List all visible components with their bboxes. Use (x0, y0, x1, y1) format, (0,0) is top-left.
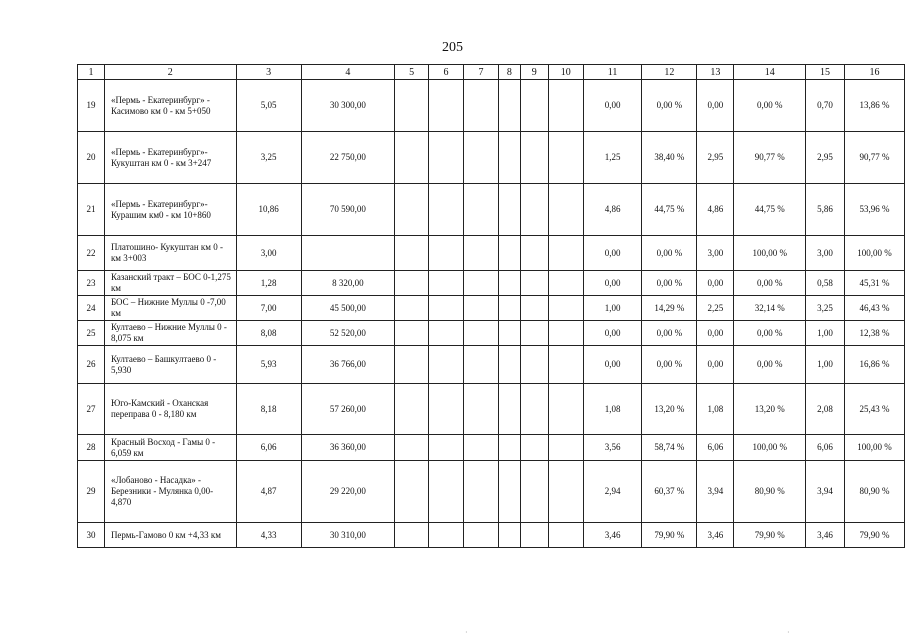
cell-c3: 5,93 (236, 346, 301, 384)
cell-c15: 0,58 (806, 271, 845, 296)
empty-cell (520, 346, 548, 384)
cell-c16: 46,43 % (845, 296, 905, 321)
cell-c12: 58,74 % (642, 435, 697, 461)
empty-cell (498, 271, 520, 296)
empty-cell (429, 236, 464, 271)
empty-cell (498, 184, 520, 236)
cell-c14: 0,00 % (734, 346, 806, 384)
empty-cell (429, 80, 464, 132)
empty-cell (548, 80, 583, 132)
cell-c14: 100,00 % (734, 236, 806, 271)
empty-cell (464, 184, 499, 236)
empty-cell (498, 435, 520, 461)
cell-c16: 100,00 % (845, 435, 905, 461)
empty-cell (429, 296, 464, 321)
row-number: 21 (78, 184, 105, 236)
empty-cell (395, 346, 429, 384)
road-name: Казанский тракт – БОС 0-1,275 км (104, 271, 236, 296)
cell-c3: 4,87 (236, 461, 301, 523)
empty-cell (429, 184, 464, 236)
row-number: 23 (78, 271, 105, 296)
table-row (78, 184, 905, 236)
cell-c15: 6,06 (806, 435, 845, 461)
empty-cell (464, 461, 499, 523)
cell-c16: 45,31 % (845, 271, 905, 296)
empty-cell (498, 461, 520, 523)
cell-c3: 1,28 (236, 271, 301, 296)
table-row (78, 461, 905, 523)
cell-c13: 0,00 (697, 271, 734, 296)
empty-cell (395, 461, 429, 523)
cell-c11: 0,00 (583, 321, 642, 346)
row-number: 27 (78, 384, 105, 435)
cell-c15: 3,94 (806, 461, 845, 523)
road-name: Култаево – Башкултаево 0 - 5,930 (104, 346, 236, 384)
table-row (78, 271, 905, 296)
empty-cell (498, 523, 520, 548)
empty-cell (548, 346, 583, 384)
cell-c13: 2,95 (697, 132, 734, 184)
empty-cell (464, 523, 499, 548)
road-name: «Лобаново - Насадка» - Березники - Мулянка 0,00- 4,870 (104, 461, 236, 523)
cell-c13: 3,46 (697, 523, 734, 548)
row-number: 25 (78, 321, 105, 346)
cell-c13: 2,25 (697, 296, 734, 321)
empty-cell (520, 523, 548, 548)
cell-c15: 0,70 (806, 80, 845, 132)
cell-c4: 22 750,00 (301, 132, 395, 184)
cell-c13: 0,00 (697, 80, 734, 132)
cell-c13: 3,00 (697, 236, 734, 271)
empty-cell (548, 435, 583, 461)
cell-c11: 0,00 (583, 271, 642, 296)
empty-cell (498, 346, 520, 384)
table-row (78, 132, 905, 184)
road-name: «Пермь - Екатеринбург»- Курашим км0 - км 10+860 (104, 184, 236, 236)
cell-c3: 8,18 (236, 384, 301, 435)
row-number: 30 (78, 523, 105, 548)
empty-cell (498, 296, 520, 321)
cell-c4: 57 260,00 (301, 384, 395, 435)
cell-c13: 0,00 (697, 321, 734, 346)
column-header: 12 (642, 65, 697, 80)
cell-c13: 1,08 (697, 384, 734, 435)
empty-cell (464, 435, 499, 461)
cell-c13: 3,94 (697, 461, 734, 523)
data-table (77, 64, 905, 548)
cell-c12: 38,40 % (642, 132, 697, 184)
cell-c3: 4,33 (236, 523, 301, 548)
column-header: 7 (464, 65, 499, 80)
cell-c14: 44,75 % (734, 184, 806, 236)
cell-c14: 13,20 % (734, 384, 806, 435)
column-header: 2 (104, 65, 236, 80)
empty-cell (464, 384, 499, 435)
cell-c11: 0,00 (583, 236, 642, 271)
cell-c16: 90,77 % (845, 132, 905, 184)
empty-cell (395, 321, 429, 346)
cell-c12: 79,90 % (642, 523, 697, 548)
row-number: 29 (78, 461, 105, 523)
cell-c4: 45 500,00 (301, 296, 395, 321)
road-name: «Пермь - Екатеринбург» - Касимово км 0 - км 5+050 (104, 80, 236, 132)
column-header: 9 (520, 65, 548, 80)
road-name: БОС – Нижние Муллы 0 -7,00 км (104, 296, 236, 321)
cell-c3: 7,00 (236, 296, 301, 321)
empty-cell (395, 236, 429, 271)
table-row (78, 321, 905, 346)
cell-c12: 13,20 % (642, 384, 697, 435)
empty-cell (520, 184, 548, 236)
empty-cell (429, 461, 464, 523)
column-header: 16 (845, 65, 905, 80)
empty-cell (520, 461, 548, 523)
column-header: 4 (301, 65, 395, 80)
cell-c14: 79,90 % (734, 523, 806, 548)
cell-c11: 1,00 (583, 296, 642, 321)
empty-cell (520, 271, 548, 296)
cell-c11: 2,94 (583, 461, 642, 523)
cell-c4: 70 590,00 (301, 184, 395, 236)
empty-cell (429, 384, 464, 435)
cell-c12: 0,00 % (642, 271, 697, 296)
empty-cell (548, 184, 583, 236)
cell-c16: 25,43 % (845, 384, 905, 435)
cell-c14: 80,90 % (734, 461, 806, 523)
cell-c3: 6,06 (236, 435, 301, 461)
cell-c3: 5,05 (236, 80, 301, 132)
cell-c13: 6,06 (697, 435, 734, 461)
cell-c16: 16,86 % (845, 346, 905, 384)
cell-c3: 8,08 (236, 321, 301, 346)
empty-cell (548, 523, 583, 548)
empty-cell (520, 321, 548, 346)
column-header: 14 (734, 65, 806, 80)
column-header: 13 (697, 65, 734, 80)
cell-c16: 79,90 % (845, 523, 905, 548)
cell-c12: 44,75 % (642, 184, 697, 236)
empty-cell (548, 132, 583, 184)
road-name: Юго-Камский - Оханская переправа 0 - 8,180 км (104, 384, 236, 435)
cell-c15: 1,00 (806, 346, 845, 384)
empty-cell (498, 132, 520, 184)
scan-mark: · (787, 628, 790, 637)
cell-c12: 0,00 % (642, 346, 697, 384)
empty-cell (520, 296, 548, 321)
empty-cell (429, 321, 464, 346)
empty-cell (498, 236, 520, 271)
cell-c12: 0,00 % (642, 321, 697, 346)
cell-c14: 32,14 % (734, 296, 806, 321)
table-row (78, 435, 905, 461)
cell-c15: 3,00 (806, 236, 845, 271)
row-number: 24 (78, 296, 105, 321)
empty-cell (548, 321, 583, 346)
cell-c4: 36 360,00 (301, 435, 395, 461)
empty-cell (520, 435, 548, 461)
cell-c11: 0,00 (583, 80, 642, 132)
cell-c14: 0,00 % (734, 80, 806, 132)
road-name: «Пермь - Екатеринбург»- Кукуштан км 0 - км 3+247 (104, 132, 236, 184)
empty-cell (395, 80, 429, 132)
empty-cell (395, 132, 429, 184)
cell-c12: 0,00 % (642, 80, 697, 132)
cell-c11: 3,46 (583, 523, 642, 548)
empty-cell (464, 271, 499, 296)
column-header: 11 (583, 65, 642, 80)
empty-cell (520, 384, 548, 435)
empty-cell (498, 321, 520, 346)
empty-cell (548, 384, 583, 435)
empty-cell (520, 236, 548, 271)
empty-cell (498, 384, 520, 435)
cell-c13: 0,00 (697, 346, 734, 384)
cell-c12: 0,00 % (642, 236, 697, 271)
empty-cell (464, 80, 499, 132)
empty-cell (429, 132, 464, 184)
row-number: 26 (78, 346, 105, 384)
empty-cell (429, 271, 464, 296)
empty-cell (548, 296, 583, 321)
column-header: 10 (548, 65, 583, 80)
cell-c3: 10,86 (236, 184, 301, 236)
table-row (78, 384, 905, 435)
column-header: 8 (498, 65, 520, 80)
empty-cell (429, 346, 464, 384)
cell-c15: 3,46 (806, 523, 845, 548)
cell-c15: 5,86 (806, 184, 845, 236)
page-number: 205 (442, 40, 463, 55)
empty-cell (395, 296, 429, 321)
cell-c16: 53,96 % (845, 184, 905, 236)
empty-cell (429, 435, 464, 461)
cell-c16: 100,00 % (845, 236, 905, 271)
cell-c14: 0,00 % (734, 321, 806, 346)
cell-c14: 0,00 % (734, 271, 806, 296)
road-name: Пермь-Гамово 0 км +4,33 км (104, 523, 236, 548)
cell-c11: 3,56 (583, 435, 642, 461)
empty-cell (464, 296, 499, 321)
empty-cell (395, 384, 429, 435)
cell-c4: 52 520,00 (301, 321, 395, 346)
row-number: 20 (78, 132, 105, 184)
empty-cell (548, 271, 583, 296)
row-number: 28 (78, 435, 105, 461)
empty-cell (464, 132, 499, 184)
row-number: 19 (78, 80, 105, 132)
header-row (78, 65, 905, 80)
cell-c4: 29 220,00 (301, 461, 395, 523)
cell-c11: 1,08 (583, 384, 642, 435)
empty-cell (464, 236, 499, 271)
cell-c11: 4,86 (583, 184, 642, 236)
cell-c4 (301, 236, 395, 271)
cell-c4: 30 300,00 (301, 80, 395, 132)
road-name: Култаево – Нижние Муллы 0 - 8,075 км (104, 321, 236, 346)
cell-c15: 2,08 (806, 384, 845, 435)
cell-c11: 1,25 (583, 132, 642, 184)
column-header: 5 (395, 65, 429, 80)
empty-cell (520, 132, 548, 184)
empty-cell (395, 271, 429, 296)
column-header: 15 (806, 65, 845, 80)
cell-c11: 0,00 (583, 346, 642, 384)
road-name: Платошино- Кукуштан км 0 - км 3+003 (104, 236, 236, 271)
column-header: 1 (78, 65, 105, 80)
cell-c12: 60,37 % (642, 461, 697, 523)
cell-c3: 3,25 (236, 132, 301, 184)
cell-c3: 3,00 (236, 236, 301, 271)
column-header: 3 (236, 65, 301, 80)
cell-c4: 8 320,00 (301, 271, 395, 296)
row-number: 22 (78, 236, 105, 271)
cell-c13: 4,86 (697, 184, 734, 236)
empty-cell (548, 236, 583, 271)
empty-cell (464, 346, 499, 384)
table-row (78, 346, 905, 384)
cell-c16: 13,86 % (845, 80, 905, 132)
empty-cell (520, 80, 548, 132)
table-row (78, 523, 905, 548)
empty-cell (395, 435, 429, 461)
empty-cell (464, 321, 499, 346)
cell-c16: 80,90 % (845, 461, 905, 523)
cell-c14: 100,00 % (734, 435, 806, 461)
empty-cell (395, 523, 429, 548)
column-header: 6 (429, 65, 464, 80)
empty-cell (498, 80, 520, 132)
cell-c12: 14,29 % (642, 296, 697, 321)
cell-c15: 3,25 (806, 296, 845, 321)
cell-c15: 2,95 (806, 132, 845, 184)
cell-c4: 36 766,00 (301, 346, 395, 384)
cell-c14: 90,77 % (734, 132, 806, 184)
scan-mark: · (465, 628, 468, 637)
cell-c4: 30 310,00 (301, 523, 395, 548)
table-row (78, 296, 905, 321)
table-row (78, 80, 905, 132)
table-row (78, 236, 905, 271)
empty-cell (548, 461, 583, 523)
empty-cell (395, 184, 429, 236)
road-name: Красный Восход - Гамы 0 - 6,059 км (104, 435, 236, 461)
cell-c15: 1,00 (806, 321, 845, 346)
empty-cell (429, 523, 464, 548)
cell-c16: 12,38 % (845, 321, 905, 346)
